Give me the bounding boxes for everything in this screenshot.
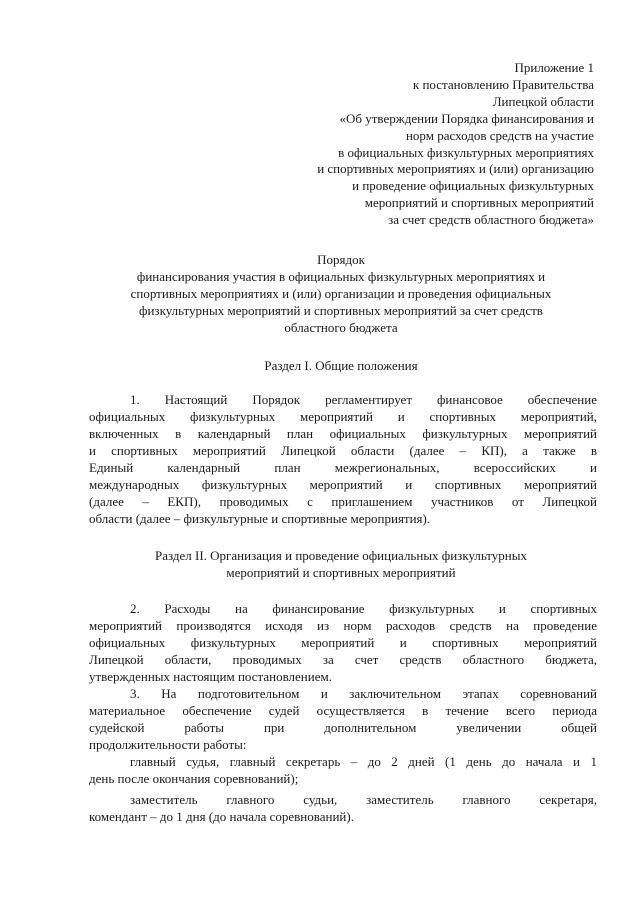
title-line: областного бюджета: [284, 319, 398, 335]
appendix-line: в официальных физкультурных мероприятиях: [338, 144, 594, 160]
paragraph-line: международных физкультурных мероприятий и спортивных мероприятий: [89, 477, 597, 492]
paragraph-line: судейской работы при дополнительном увеличении общей: [89, 720, 597, 735]
appendix-line: Приложение 1: [514, 60, 594, 75]
appendix-line: мероприятий и спортивных мероприятий: [364, 195, 594, 211]
section-heading-line: мероприятий и спортивных мероприятий: [226, 565, 456, 580]
appendix-line: и спортивных мероприятиях и (или) организацию: [317, 161, 594, 177]
paragraph-line: Единый календарный план межрегиональных, всероссийских и: [89, 460, 597, 475]
list-item-chief-judge: [89, 753, 597, 787]
paragraph-line: включенных в календарный план официальных физкультурных мероприятий: [89, 426, 597, 441]
paragraph-line: и спортивных мероприятий Липецкой области (далее – КП), а также в: [89, 443, 597, 458]
title-line: финансирования участия в официальных физкультурных мероприятиях и: [136, 268, 546, 284]
appendix-line: Липецкой области: [492, 93, 594, 109]
appendix-line: к постановлению Правительства: [412, 76, 594, 92]
paragraph-line: комендант – до 1 дня (до начала соревнований).: [89, 809, 354, 824]
section-1-heading: [86, 357, 596, 374]
paragraph-line: 1. Настоящий Порядок регламентирует финансовое обеспечение: [130, 392, 597, 407]
paragraph-line: области (далее – физкультурные и спортивные мероприятия).: [89, 511, 431, 526]
paragraph-line: день после окончания соревнований);: [89, 771, 299, 786]
paragraph-line: заместитель главного судьи, заместитель главного секретаря,: [130, 792, 597, 807]
appendix-line: «Об утверждении Порядка финансирования и: [339, 110, 594, 126]
appendix-line: норм расходов средств на участие: [405, 127, 594, 143]
paragraph-line: 2. Расходы на финансирование физкультурных и спортивных: [130, 601, 597, 616]
paragraph-line: материальное обеспечение судей осуществляется в течение всего периода: [89, 703, 597, 718]
section-heading-line: Раздел I. Общие положения: [264, 358, 418, 373]
paragraph-line: официальных физкультурных мероприятий и спортивных мероприятий: [89, 635, 597, 650]
title-line: физкультурных мероприятий и спортивных мероприятий за счет средств: [139, 302, 543, 318]
paragraph-line: главный судья, главный секретарь – до 2 дней (1 день до начала и 1: [130, 754, 597, 769]
section-2-heading: [86, 547, 596, 581]
paragraph-2: [89, 600, 597, 685]
document-title: [86, 252, 596, 337]
paragraph-3: [89, 685, 597, 753]
appendix-line: и проведение официальных физкультурных: [352, 178, 594, 194]
list-item-deputy-judge: [89, 791, 597, 825]
paragraph-line: продолжительности работы:: [89, 737, 247, 752]
paragraph-line: официальных физкультурных мероприятий и спортивных мероприятий,: [89, 409, 597, 424]
paragraph-line: 3. На подготовительном и заключительном этапах соревнований: [130, 686, 597, 701]
paragraph-line: мероприятий производятся исходя из норм расходов средств на проведение: [89, 618, 597, 633]
title-line: спортивных мероприятиях и (или) организации и проведения официальных: [130, 285, 552, 301]
section-heading-line: Раздел II. Организация и проведение официальных физкультурных: [154, 548, 527, 563]
paragraph-1: [89, 391, 597, 527]
paragraph-line: Липецкой области, проводимых за счет средств областного бюджета,: [89, 652, 597, 667]
paragraph-line: (далее – ЕКП), проводимых с приглашением участников от Липецкой: [89, 494, 597, 509]
title-heading: Порядок: [317, 252, 365, 267]
appendix-header: [317, 60, 594, 229]
paragraph-line: утвержденных настоящим постановлением.: [89, 669, 332, 684]
appendix-line: за счет средств областного бюджета»: [388, 212, 594, 228]
